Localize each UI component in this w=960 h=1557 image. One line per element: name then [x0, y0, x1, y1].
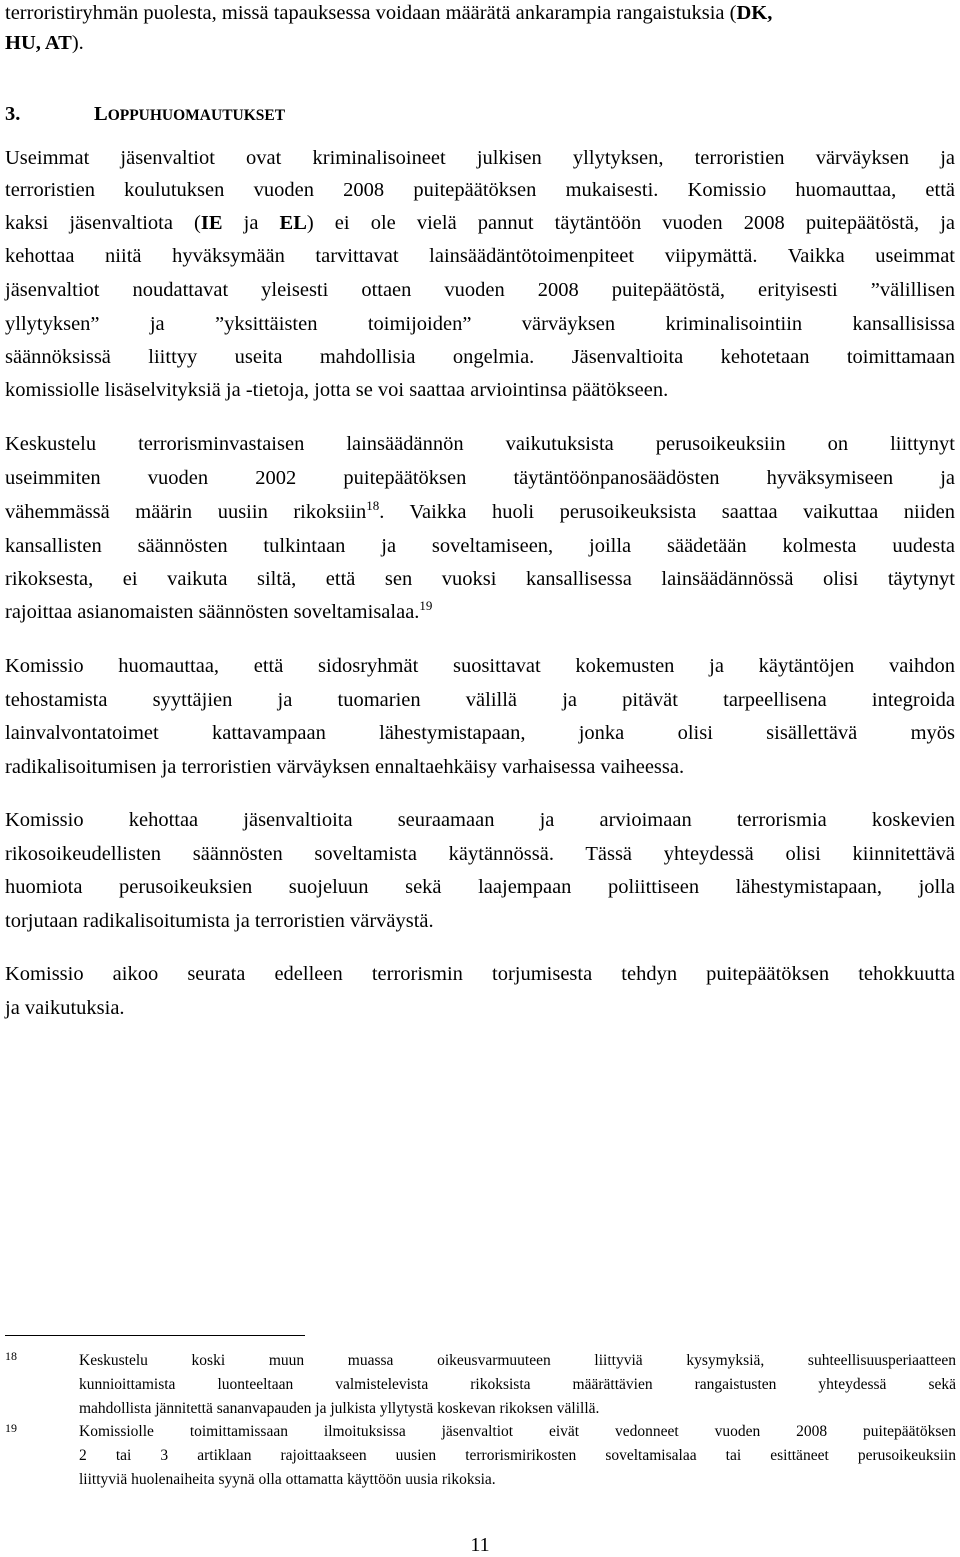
- p2-line: Keskustelu terrorisminvastaisen lainsäädännön vaikutuksista perusoikeuksiin on liittynyt: [5, 433, 955, 455]
- country-code: IE: [200, 212, 223, 234]
- intro-line-1: [5, 0, 955, 28]
- footnote-number-18: 18: [5, 1349, 17, 1363]
- p3-line: Komissio huomauttaa, että sidosryhmät suosittavat kokemusten ja käytäntöjen vaihdon: [5, 655, 955, 677]
- p1-text: ja: [222, 212, 280, 234]
- intro-country-codes-2: HU, AT: [5, 32, 72, 54]
- p1-line: säännöksissä liittyy useita mahdollisia ongelmia. Jäsenvaltioita kehotetaan toimittamaan: [5, 346, 955, 368]
- p2-line: rikoksesta, ei vaikuta siltä, että sen vuoksi kansallisessa lainsäädännössä olisi täytynyt: [5, 568, 955, 590]
- p1-text: ) ei ole vielä pannut täytäntöön vuoden 2008 puitepäätöstä, ja: [306, 212, 955, 234]
- p1-line: jäsenvaltiot noudattavat yleisesti ottaen vuoden 2008 puitepäätöstä, erityisesti ”välillisen: [5, 279, 955, 301]
- p2-text: rajoittaa asianomaisten säännösten soveltamisalaa.: [5, 601, 420, 623]
- p4-line: rikosoikeudellisten säännösten soveltamista käytännössä. Tässä yhteydessä olisi kiinnitettävä: [5, 843, 955, 865]
- p3-line: radikalisoitumisen ja terroristien värväyksen ennaltaehkäisy varhaisessa vaiheessa.: [5, 756, 685, 778]
- p1-line: yllytyksen” ja ”yksittäisten toimijoiden” värväyksen kriminalisointiin kansallisissa: [5, 313, 955, 335]
- intro-country-codes: DK,: [736, 2, 773, 24]
- section-title-initial: L: [94, 103, 108, 125]
- p1-line: Useimmat jäsenvaltiot ovat kriminalisoineet julkisen yllytyksen, terroristien värväyksen ja: [5, 147, 955, 169]
- p3-line: lainvalvontatoimet kattavampaan lähestymistapaan, jonka olisi sisällettävä myös: [5, 722, 955, 744]
- footnote-18-line: kunnioittamista luonteeltaan valmistelevista rikoksista määrättävien rangaistusten yhteydessä sekä: [79, 1376, 956, 1393]
- p2-line: useimmiten vuoden 2002 puitepäätöksen täytäntöönpanosäädösten hyväksymiseen ja: [5, 467, 955, 489]
- footnote-ref-18[interactable]: 18: [366, 498, 380, 514]
- p3-line: tehostamista syyttäjien ja tuomarien välillä ja pitävät tarpeellisena integroida: [5, 689, 955, 711]
- p4-line: torjutaan radikalisoitumista ja terroristien värväystä.: [5, 910, 434, 932]
- p5-line: ja vaikutuksia.: [5, 997, 125, 1019]
- p1-line: terroristien koulutuksen vuoden 2008 puitepäätöksen mukaisesti. Komissio huomauttaa, että: [5, 179, 955, 201]
- p4-line: huomiota perusoikeuksien suojeluun sekä laajempaan poliittiseen lähestymistapaan, jolla: [5, 876, 955, 898]
- section-number: 3.: [5, 103, 21, 125]
- footnote-19-line: 2 tai 3 artiklaan rajoittaakseen uusien terrorismirikosten soveltamisalaa tai esittäneet perusoikeuksiin: [79, 1447, 956, 1464]
- p2-text: vähemmässä määrin uusiin rikoksiin: [5, 501, 367, 523]
- footnote-19-line: liittyviä huolenaiheita syynä olla ottamatta käyttöön uusia rikoksia.: [79, 1471, 496, 1488]
- country-code: EL: [279, 212, 307, 234]
- p4-line: Komissio kehottaa jäsenvaltioita seuraamaan ja arvioimaan terrorismia koskevien: [5, 809, 955, 831]
- p1-line: komissiolle lisäselvityksiä ja -tietoja, jotta se voi saattaa arviointinsa päätökseen.: [5, 379, 669, 401]
- p1-line: kehottaa niitä hyväksymään tarvittavat lainsäädäntötoimenpiteet viipymättä. Vaikka useimmat: [5, 245, 955, 267]
- p5-line: Komissio aikoo seurata edelleen terrorismin torjumisesta tehdyn puitepäätöksen tehokkuutta: [5, 963, 955, 985]
- p2-line: [5, 597, 955, 627]
- section-title-rest: OPPUHUOMAUTUKSET: [107, 107, 286, 124]
- footnote-number-19: 19: [5, 1421, 17, 1435]
- footnote-ref-19[interactable]: 19: [419, 598, 433, 614]
- intro-line-2: [5, 28, 955, 58]
- footnote-18-line: mahdollista jännitettä sananvapauden ja julkista yllytystä koskevan rikoksen välillä.: [79, 1400, 600, 1417]
- p2-text: . Vaikka huoli perusoikeuksista saattaa vaikuttaa niiden: [379, 501, 955, 523]
- footnote-divider: [5, 1335, 305, 1336]
- section-title: [94, 99, 285, 131]
- p2-line: kansallisten säännösten tulkintaan ja soveltamiseen, joilla säädetään kolmesta uudesta: [5, 535, 955, 557]
- p1-text: kaksi jäsenvaltiota (: [5, 212, 201, 234]
- intro-text: terroristiryhmän puolesta, missä tapauksessa voidaan määrätä ankarampia rangaistuksia (: [5, 2, 737, 24]
- intro-text-2: ).: [71, 32, 84, 54]
- p2-line: [5, 497, 955, 527]
- p1-line: [5, 208, 955, 238]
- footnote-19-line: Komissiolle toimittamissaan ilmoituksissa jäsenvaltiot eivät vedonneet vuoden 2008 puitepäätöksen: [79, 1423, 956, 1440]
- footnote-18-line: Keskustelu koski muun muassa oikeusvarmuuteen liittyviä kysymyksiä, suhteellisuusperiaatteen: [79, 1352, 956, 1369]
- page-number: 11: [470, 1534, 490, 1556]
